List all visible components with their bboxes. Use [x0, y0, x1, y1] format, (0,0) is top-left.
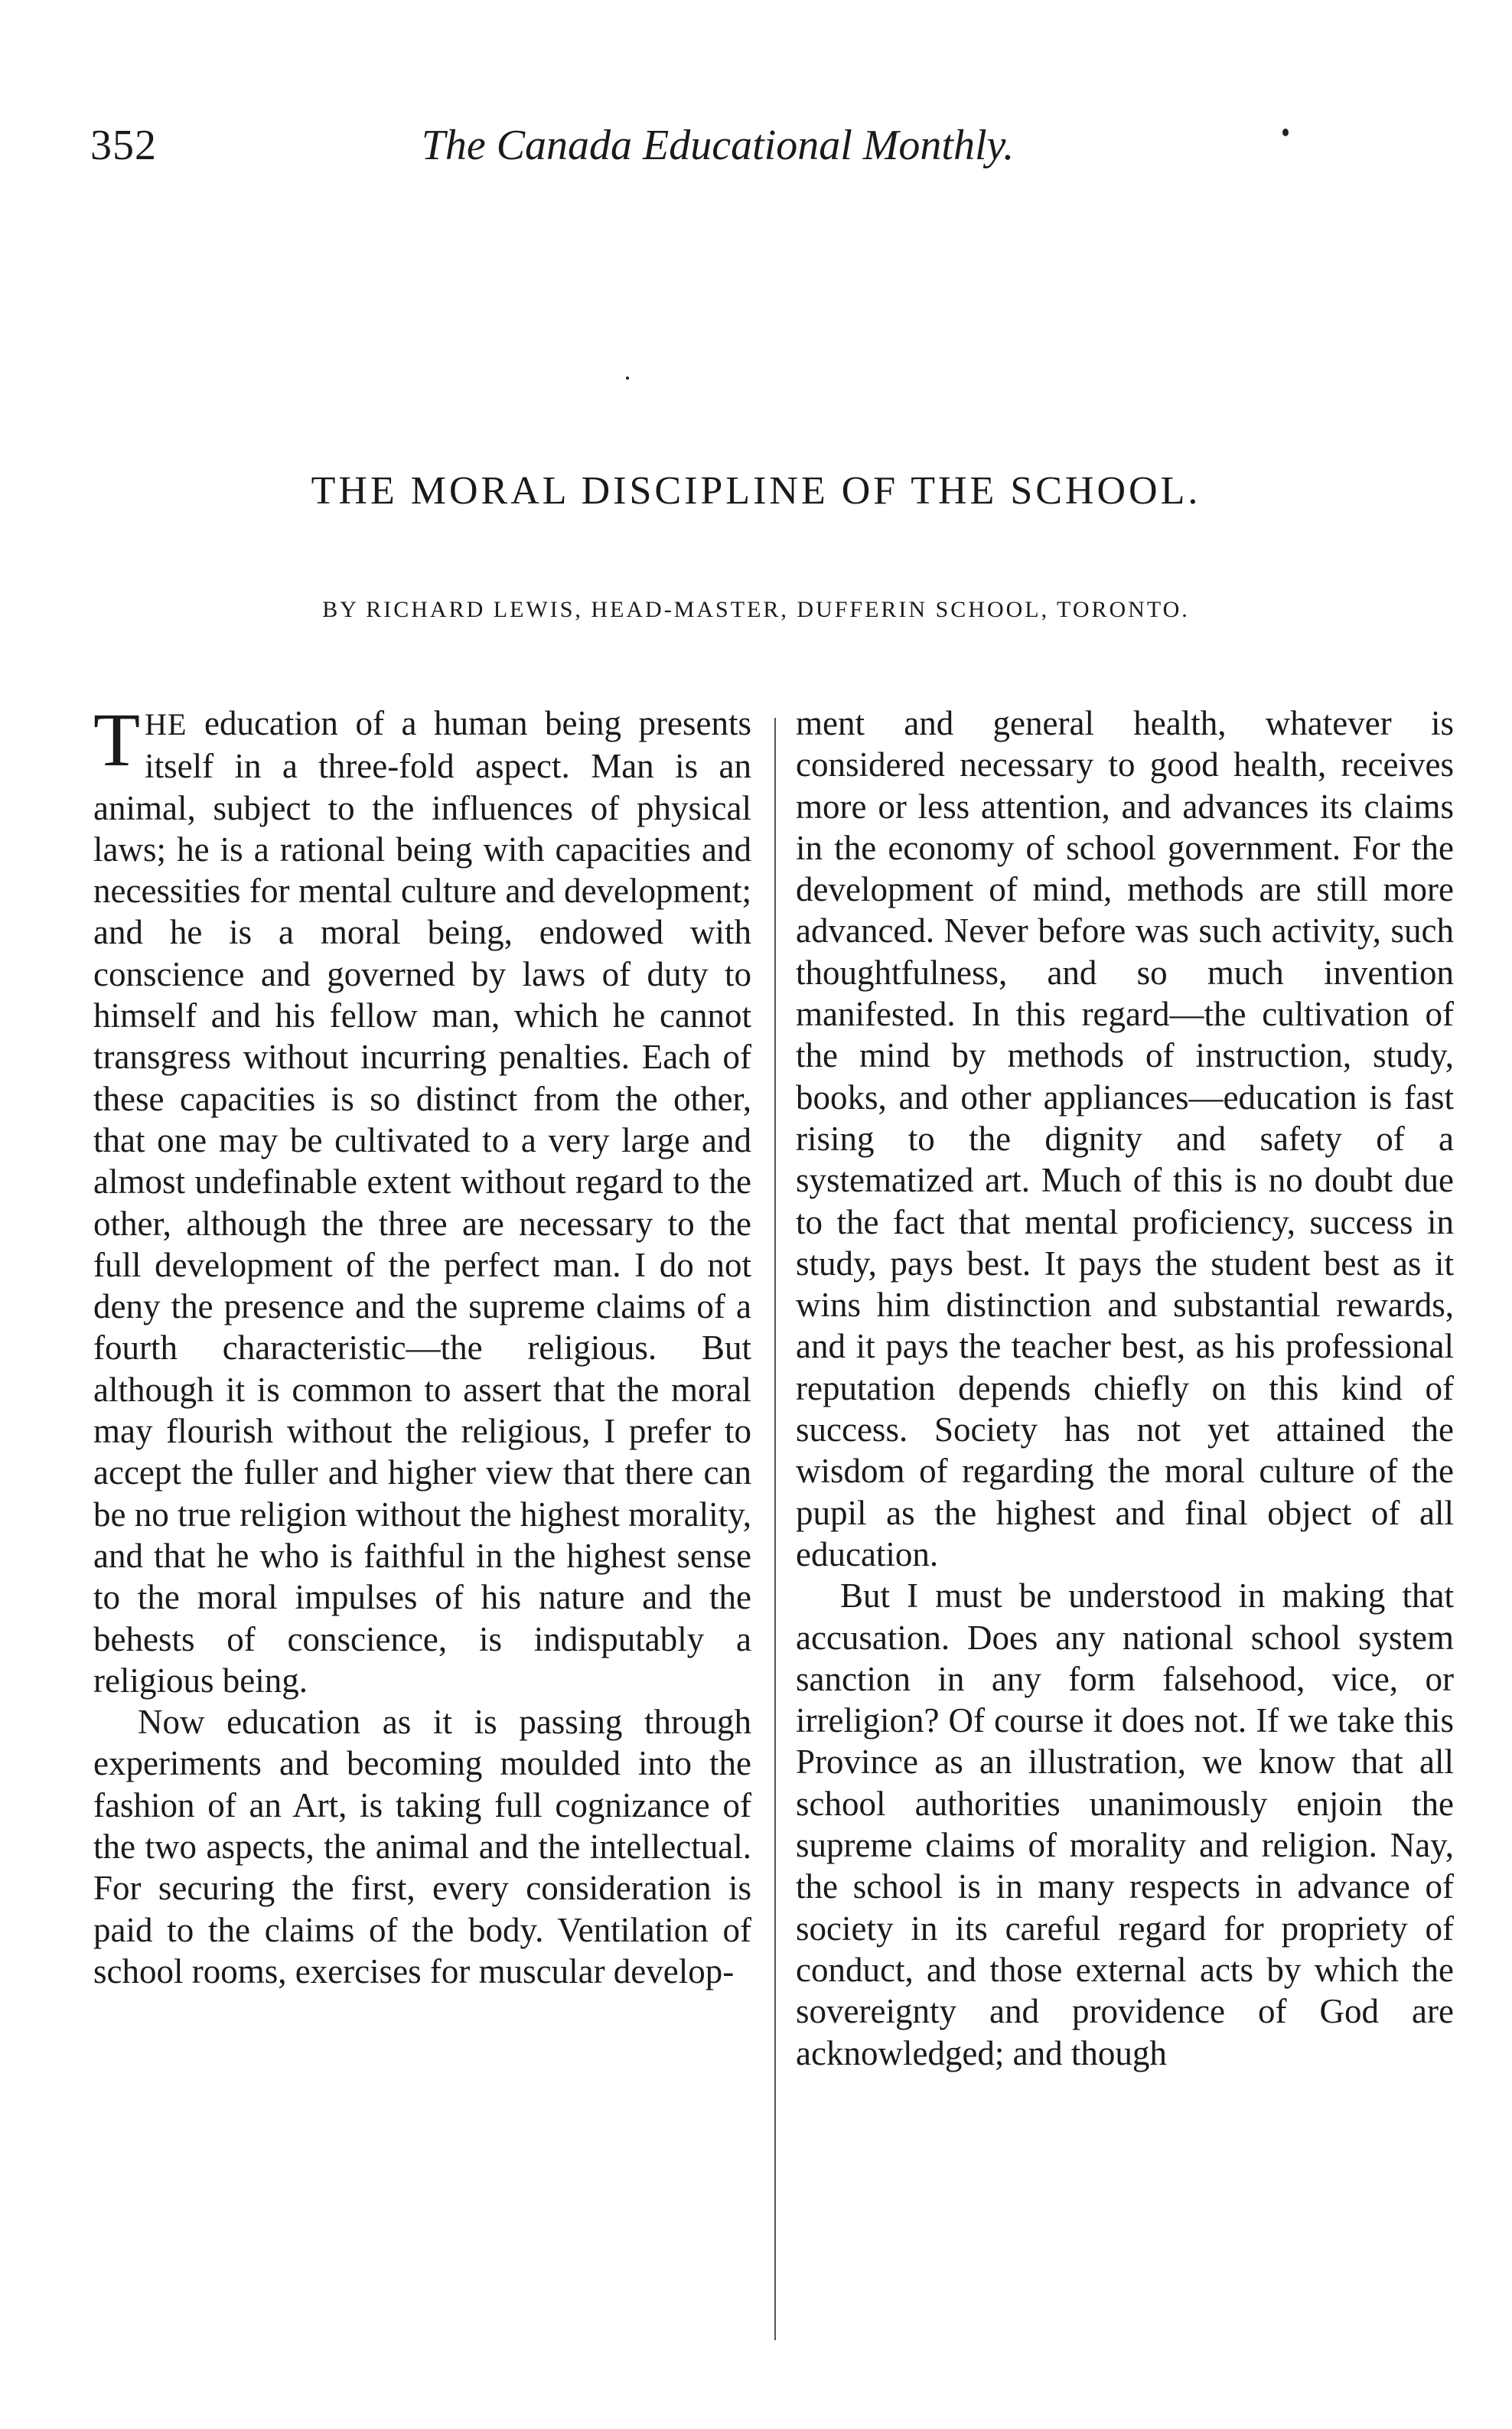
article-title: THE MORAL DISCIPLINE OF THE SCHOOL.: [311, 469, 1201, 513]
paragraph-3: But I must be understood in making that accusation. Does any national school system sanction in any form falsehood, vice, or irreligion? Of course it does not. If we take this Province as an illustration, we know that all school authorities unanimously enjoin the supreme claims of morality and religion. Nay, the school is in many respects in advance of society in its careful regard for propriety of conduct, and those external acts by which the sovereignty and providence of God are acknowledged; and though: [796, 1576, 1454, 2072]
running-head: [90, 121, 1345, 182]
paragraph-1: [93, 697, 751, 1701]
first-word-rest: HE: [145, 707, 187, 742]
page-number: 352: [90, 122, 157, 169]
right-column: [796, 703, 1454, 2074]
paragraph-1-text: education of a human being presents itself in a three-fold aspect. Man is an animal, subject to the influences of physical laws; he is a rational being with capacities and necessities for mental culture and development; and he is a moral being, endowed with conscience and governed by laws of duty to himself and his fellow man, which he cannot transgress without incurring penalties. Each of these capacities is so distinct from the other, that one may be cultivated to a very large and almost undefinable extent without regard to the other, although the three are necessary to the full development of the perfect man. I do not deny the presence and the supreme claims of a fourth characteristic—the religious. But although it is common to assert that the moral may flourish without the religious, I prefer to accept the fuller and higher view that there can be no true religion without the highest morality, and that he who is faithful in the highest sense to the moral impulses of his nature and the behests of conscience, is indisputably a religious being.: [93, 704, 751, 1700]
drop-cap: T: [93, 697, 141, 782]
paragraph-2-continued: ment and general health, whatever is considered necessary to good health, receives more or less attention, and advances its claims in the economy of school government. For the development of mind, methods are still more advanced. Never before was such activity, such thoughtfulness, and so much invention manifested. In this regard—the cultivation of the mind by methods of instruction, study, books, and other appliances—education is fast rising to the dignity and safety of a systematized art. Much of this is no doubt due to the fact that mental proficiency, success in study, pays best. It pays the student best as it wins him distinction and substantial rewards, and it pays the teacher best, as his professional reputation depends chiefly on this kind of success. Society has not yet attained the wisdom of regarding the moral culture of the pupil as the highest and final object of all education.: [796, 704, 1454, 1573]
column-divider: [774, 718, 776, 2340]
journal-title: The Canada Educational Monthly.: [421, 122, 1015, 169]
paragraph-2-start: Now education as it is passing through experiments and becoming moulded into the fashion of an Art, is taking full cognizance of the two aspects, the animal and the intellectual. For securing the first, every consideration is paid to the claims of the body. Ventilation of school rooms, exercises for muscular develop-: [93, 1703, 751, 1990]
ink-speck: [1282, 129, 1289, 136]
article-byline: BY RICHARD LEWIS, HEAD-MASTER, DUFFERIN SCHOOL, TORONTO.: [322, 597, 1190, 622]
left-column: [93, 697, 751, 1992]
ink-speck: [626, 377, 629, 380]
